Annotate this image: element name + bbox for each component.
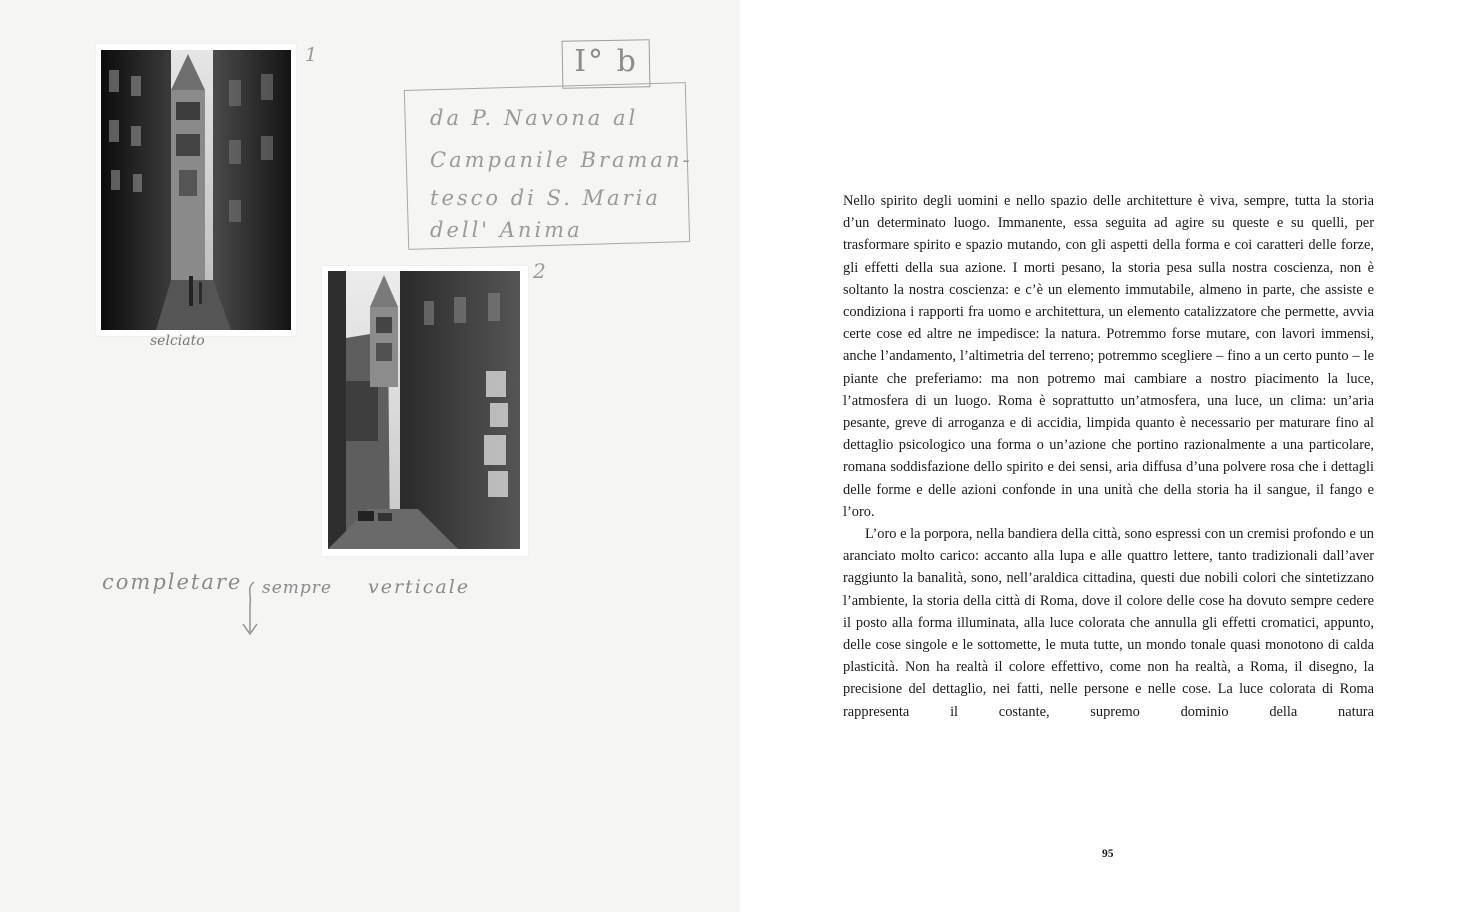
photo-alley-campanile xyxy=(322,266,528,556)
paragraph-1: Nello spirito degli uomini e nello spazio delle architetture è viva, sempre, tutta la storia d’un determinato luogo. Immanente, essa seguita ad agire su queste e su quelli, per trasformare spirito e spazio mutando, con gli aspetti della forma e coi caratteri delle forze, gli effetti della sua azione. I morti pesano, la storia pesa sulla nostra coscienza, non è soltanto la nostra coscienza: e c’è un elemento immutabile, almeno in parte, che assiste e condiziona i rapporti fra uomo e architettura, un elemento catalizzatore che permette, avvia certe cose ed altre ne impedisce: la natura. Potremmo forse mutare, con lavori immensi, anche l’andamento, l’altimetria del terreno; potremmo scegliere – fino a un certo punto – le piante che preferiamo: ma non potremo mai cambiare a nostro piacimento la luce, l’atmosfera di un luogo. Roma è soprattutto un’atmosfera, una luce, un clima: un’aria pesante, greve di arroganza e di accidia, limpida quanto è necessario per maturare fino al dettaglio psicologico una forma o un’azione che portino razionalmente a una particolare, romana soddisfazione dello spirito e dei sensi, aria diffusa d’una polvere rosa che i dettagli delle forme e delle azioni confonde in una unità che della storia ha il sangue, il fango e l’oro. xyxy=(843,193,1374,520)
photo-1-image xyxy=(101,50,291,330)
note-line-2: Campanile Braman- xyxy=(430,148,693,172)
page-number: 95 xyxy=(1102,848,1114,860)
bottom-note-verticale: verticale xyxy=(368,576,471,598)
handwritten-route-note xyxy=(406,86,693,246)
right-page-text xyxy=(740,0,1478,912)
photo-2-image xyxy=(328,271,520,549)
body-text xyxy=(843,190,1374,723)
photo-street-bell-tower xyxy=(96,44,296,336)
stamp-label: I° b xyxy=(574,44,638,79)
note-line-1: da P. Navona al xyxy=(430,106,639,130)
section-stamp xyxy=(562,40,650,88)
note-line-3: tesco di S. Maria xyxy=(430,186,661,210)
bottom-note-sempre: sempre xyxy=(262,578,332,598)
bottom-note-completare: completare xyxy=(102,570,243,594)
note-line-4: dell' Anima xyxy=(430,218,583,242)
photo-number-2: 2 xyxy=(533,259,547,283)
photo-1-caption: selciato xyxy=(150,333,205,349)
paragraph-2: L’oro e la porpora, nella bandiera della città, sono espressi con un cremisi profondo e un aranciato molto carico: accanto alla lupa e alle quattro lettere, tanto tradizionali dall’aver raggiunto la banalità, sono, nell’araldica cittadina, questi due nobili colori che sintetizzano l’ambiente, la storia della città di Roma, dove il colore delle cose ha dovuto sempre cedere il posto alla forma illuminata, alla luce colorata che annulla gli effetti cromatici, appunto, delle cose singole e le sottomette, le muta tutte, un mondo tonale quasi monotono di calda plasticità. Non ha realtà il colore effettivo, come non ha realtà, a Roma, il disegno, la precisione del dettaglio, nei fatti, nelle persone e nelle cose. La luce colorata di Roma rappresenta il costante, supremo dominio della natura xyxy=(843,526,1374,720)
photo-number-1: 1 xyxy=(305,44,319,66)
